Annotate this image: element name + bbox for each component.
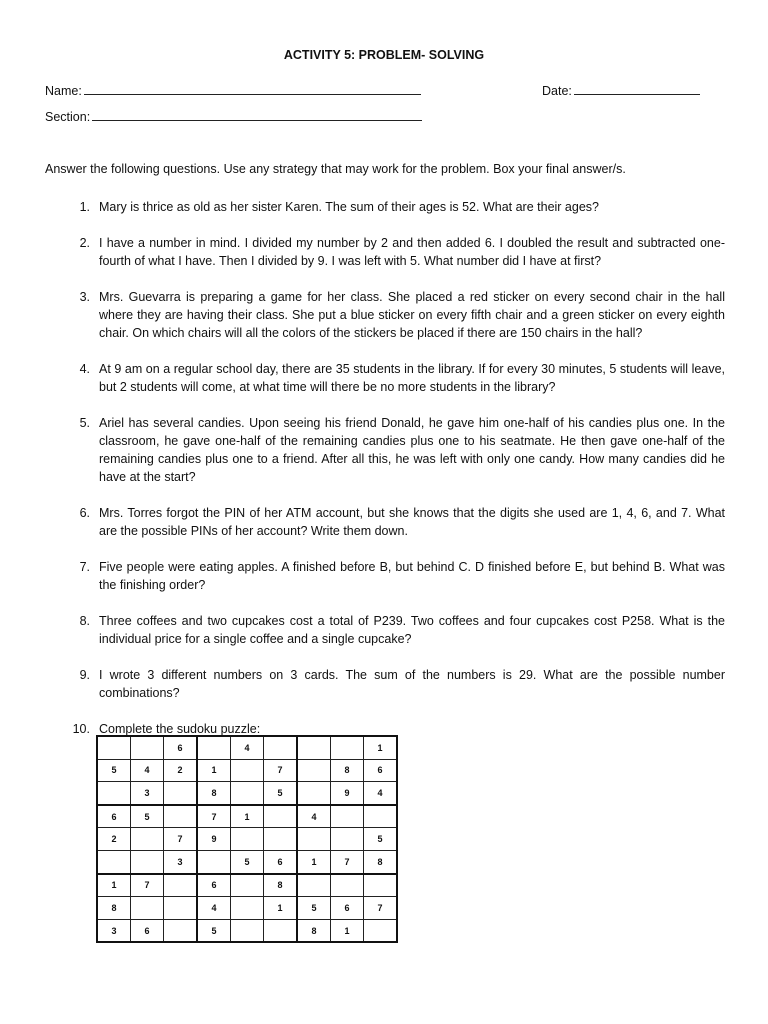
date-field[interactable]: [542, 82, 700, 98]
question-item: [45, 198, 725, 216]
sudoku-cell: 8: [97, 897, 131, 920]
sudoku-cell[interactable]: [264, 736, 298, 759]
sudoku-cell: 3: [131, 782, 164, 805]
sudoku-cell[interactable]: [231, 897, 264, 920]
sudoku-cell: 7: [164, 828, 198, 851]
question-list: [45, 198, 725, 756]
sudoku-cell: 4: [197, 897, 231, 920]
question-text: Ariel has several candies. Upon seeing his friend Donald, he gave him one-half of his candies plus one. In the classroom, he gave one-half of the remaining candies plus one to his seatmate. He then gave one-half of the remaining candies plus one to a friend. After all this, he was left with only one candy. How many candies did he have at the start?: [99, 416, 725, 484]
question-number: 5.: [79, 416, 90, 430]
question-text: Mrs. Guevarra is preparing a game for her class. She placed a red sticker on every second chair in the hall where they are having their class. She put a blue sticker on every fifth chair and a green sticker on every eighth chair. On which chairs will all the colors of the stickers be placed if there are 150 chairs in the hall?: [99, 290, 725, 340]
sudoku-cell: 5: [97, 759, 131, 782]
sudoku-cell[interactable]: [164, 897, 198, 920]
sudoku-cell[interactable]: [364, 805, 398, 828]
sudoku-cell: 7: [331, 850, 364, 873]
sudoku-cell: 8: [331, 759, 364, 782]
sudoku-cell: 6: [364, 759, 398, 782]
sudoku-cell[interactable]: [331, 736, 364, 759]
question-text: Three coffees and two cupcakes cost a total of P239. Two coffees and four cupcakes cost P258. What is the individual price for a single coffee and a single cupcake?: [99, 614, 725, 646]
question-text: I wrote 3 different numbers on 3 cards. The sum of the numbers is 29. What are the possible number combinations?: [99, 668, 725, 700]
sudoku-cell: 5: [231, 850, 264, 873]
page-title: ACTIVITY 5: PROBLEM- SOLVING: [283, 48, 485, 62]
sudoku-cell[interactable]: [131, 736, 164, 759]
sudoku-cell: 6: [264, 850, 298, 873]
sudoku-cell: 1: [297, 850, 331, 873]
date-blank-line[interactable]: [574, 82, 700, 95]
question-item: [45, 414, 725, 486]
sudoku-cell[interactable]: [264, 828, 298, 851]
question-text: I have a number in mind. I divided my number by 2 and then added 6. I doubled the result and subtracted one-fourth of what I have. Then I divided by 9. I was left with 5. What number did I have at first?: [99, 236, 725, 268]
sudoku-cell: 6: [97, 805, 131, 828]
sudoku-cell: 2: [97, 828, 131, 851]
sudoku-cell: 1: [331, 919, 364, 942]
question-number: 4.: [79, 362, 90, 376]
sudoku-cell: 7: [264, 759, 298, 782]
sudoku-cell: 8: [197, 782, 231, 805]
sudoku-cell: 1: [197, 759, 231, 782]
question-item: [45, 612, 725, 648]
question-item: [45, 666, 725, 702]
sudoku-cell[interactable]: [131, 850, 164, 873]
question-item: [45, 234, 725, 270]
sudoku-cell[interactable]: [297, 736, 331, 759]
sudoku-cell: 7: [364, 897, 398, 920]
section-blank-line[interactable]: [92, 108, 422, 121]
date-label: Date:: [542, 84, 572, 98]
sudoku-cell[interactable]: [164, 874, 198, 897]
sudoku-cell[interactable]: [331, 828, 364, 851]
sudoku-cell[interactable]: [97, 782, 131, 805]
name-field[interactable]: [45, 82, 421, 98]
sudoku-cell[interactable]: [231, 874, 264, 897]
sudoku-cell: 8: [297, 919, 331, 942]
sudoku-cell: 4: [131, 759, 164, 782]
question-number: 8.: [79, 614, 90, 628]
question-number: 10.: [72, 722, 90, 736]
question-text: Mrs. Torres forgot the PIN of her ATM account, but she knows that the digits she used are 1, 4, 6, and 7. What are the possible PINs of her account? Write them down.: [99, 506, 725, 538]
sudoku-cell: 7: [131, 874, 164, 897]
question-number: 3.: [79, 290, 90, 304]
sudoku-cell: 5: [364, 828, 398, 851]
question-item: [45, 288, 725, 342]
sudoku-cell[interactable]: [231, 759, 264, 782]
sudoku-cell[interactable]: [297, 782, 331, 805]
question-text: Mary is thrice as old as her sister Karen. The sum of their ages is 52. What are their ages?: [99, 200, 599, 214]
sudoku-cell: 1: [364, 736, 398, 759]
sudoku-cell[interactable]: [264, 919, 298, 942]
question-number: 9.: [79, 668, 90, 682]
sudoku-cell[interactable]: [231, 828, 264, 851]
sudoku-cell[interactable]: [264, 805, 298, 828]
section-field[interactable]: [45, 108, 422, 124]
sudoku-cell[interactable]: [297, 874, 331, 897]
sudoku-cell: 8: [364, 850, 398, 873]
sudoku-cell[interactable]: [97, 736, 131, 759]
sudoku-cell[interactable]: [97, 850, 131, 873]
sudoku-cell[interactable]: [364, 919, 398, 942]
question-text: Five people were eating apples. A finished before B, but behind C. D finished before E, but behind B. What was the finishing order?: [99, 560, 725, 592]
question-number: 1.: [79, 200, 90, 214]
question-item: [45, 360, 725, 396]
section-label: Section:: [45, 110, 91, 124]
sudoku-cell: 2: [164, 759, 198, 782]
sudoku-cell: 8: [264, 874, 298, 897]
question-number: 7.: [79, 560, 90, 574]
sudoku-cell: 4: [231, 736, 264, 759]
sudoku-cell: 6: [197, 874, 231, 897]
sudoku-cell: 9: [331, 782, 364, 805]
sudoku-cell[interactable]: [297, 759, 331, 782]
sudoku-cell: 3: [164, 850, 198, 873]
sudoku-cell: 6: [131, 919, 164, 942]
sudoku-cell[interactable]: [197, 736, 231, 759]
sudoku-cell: 5: [131, 805, 164, 828]
question-item: [45, 558, 725, 594]
name-blank-line[interactable]: [84, 82, 421, 95]
sudoku-cell: 4: [297, 805, 331, 828]
sudoku-cell[interactable]: [331, 805, 364, 828]
sudoku-cell[interactable]: [231, 919, 264, 942]
sudoku-cell: 4: [364, 782, 398, 805]
sudoku-cell[interactable]: [297, 828, 331, 851]
sudoku-cell[interactable]: [164, 805, 198, 828]
question-text: Complete the sudoku puzzle:: [99, 722, 261, 736]
sudoku-cell: 5: [297, 897, 331, 920]
sudoku-cell[interactable]: [164, 782, 198, 805]
sudoku-cell: 1: [97, 874, 131, 897]
sudoku-cell[interactable]: [131, 897, 164, 920]
instructions: Answer the following questions. Use any strategy that may work for the problem. Box your final answer/s.: [45, 162, 626, 176]
sudoku-cell: 3: [97, 919, 131, 942]
sudoku-cell[interactable]: [331, 874, 364, 897]
sudoku-cell[interactable]: [364, 874, 398, 897]
question-number: 6.: [79, 506, 90, 520]
sudoku-cell: 9: [197, 828, 231, 851]
sudoku-cell: 5: [264, 782, 298, 805]
sudoku-cell[interactable]: [131, 828, 164, 851]
sudoku-cell: 1: [264, 897, 298, 920]
question-item: [45, 504, 725, 540]
question-text: At 9 am on a regular school day, there are 35 students in the library. If for every 30 minutes, 5 students will leave, but 2 students will come, at what time will there be no more students in the library?: [99, 362, 725, 394]
sudoku-cell: 5: [197, 919, 231, 942]
sudoku-cell[interactable]: [231, 782, 264, 805]
sudoku-cell: 1: [231, 805, 264, 828]
sudoku-cell: 6: [331, 897, 364, 920]
sudoku-cell[interactable]: [164, 919, 198, 942]
sudoku-cell: 6: [164, 736, 198, 759]
question-number: 2.: [79, 236, 90, 250]
sudoku-cell[interactable]: [197, 850, 231, 873]
name-label: Name:: [45, 84, 82, 98]
sudoku-grid[interactable]: [96, 735, 398, 943]
sudoku-cell: 7: [197, 805, 231, 828]
